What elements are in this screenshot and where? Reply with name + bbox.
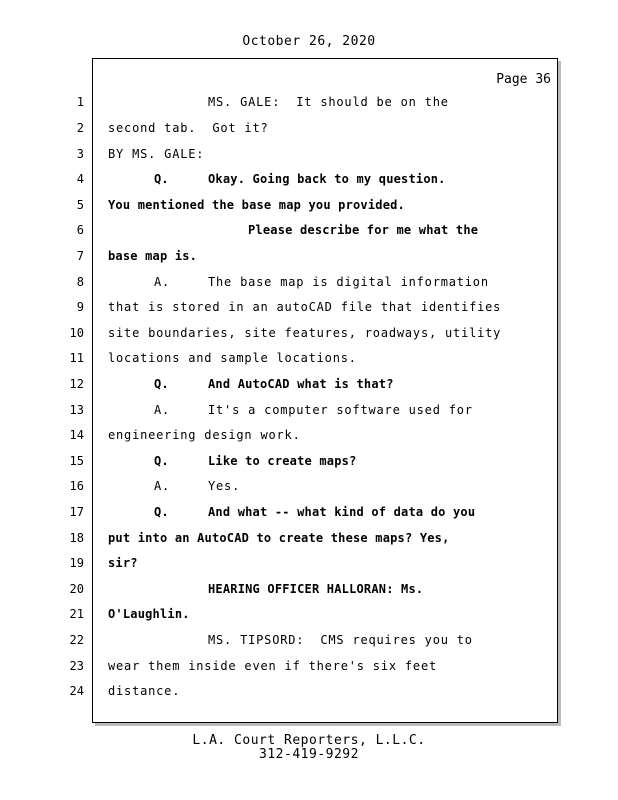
line-number: 4 (76, 172, 84, 186)
line-number: 2 (76, 121, 84, 135)
line-number: 11 (69, 351, 84, 365)
transcript-line: distance. (108, 684, 181, 698)
speaker-label: A. (154, 275, 171, 289)
line-number: 9 (76, 300, 84, 314)
line-number: 15 (69, 454, 84, 468)
transcript-line: that is stored in an autoCAD file that identifies (108, 300, 502, 314)
transcript-line: Please describe for me what the (248, 223, 479, 237)
transcript-line: put into an AutoCAD to create these maps? Yes, (108, 531, 450, 545)
line-number: 12 (69, 377, 84, 391)
transcript-line: Q. Like to create maps? (154, 454, 357, 468)
transcript-line: sir? (108, 556, 138, 570)
transcript-line: site boundaries, site features, roadways, utility (108, 326, 502, 340)
line-number: 21 (69, 607, 84, 621)
line-number: 1 (76, 95, 84, 109)
transcript-line: You mentioned the base map you provided. (108, 198, 405, 212)
transcript-line: MS. TIPSORD: CMS requires you to (208, 633, 473, 647)
transcript-line: A. Yes. (154, 479, 241, 493)
line-number: 16 (69, 479, 84, 493)
speaker-label: Q. (154, 172, 169, 186)
line-number: 6 (76, 223, 84, 237)
line-number: 17 (69, 505, 84, 519)
transcript-date: October 26, 2020 (242, 34, 376, 49)
page-number: Page 36 (496, 72, 551, 87)
speaker-label: Q. (154, 505, 169, 519)
line-number: 3 (76, 147, 84, 161)
transcript-line: engineering design work. (108, 428, 301, 442)
transcript-line: base map is. (108, 249, 198, 263)
transcript-line: wear them inside even if there's six feet (108, 659, 438, 673)
line-number: 20 (69, 582, 84, 596)
transcript-line: HEARING OFFICER HALLORAN: Ms. (208, 582, 424, 596)
footer-company: L.A. Court Reporters, L.L.C. (192, 733, 426, 748)
transcript-line: O'Laughlin. (108, 607, 190, 621)
speaker-label: A. (154, 403, 171, 417)
transcript-line: A. It's a computer software used for (154, 403, 473, 417)
footer-phone: 312-419-9292 (259, 747, 359, 762)
transcript-line: MS. GALE: It should be on the (208, 95, 449, 109)
transcript-line: locations and sample locations. (108, 351, 357, 365)
speaker-label: Q. (154, 454, 169, 468)
line-number: 13 (69, 403, 84, 417)
speaker-label: A. (154, 479, 171, 493)
line-number: 10 (69, 326, 84, 340)
line-number: 19 (69, 556, 84, 570)
line-number: 22 (69, 633, 84, 647)
transcript-line: Q. Okay. Going back to my question. (154, 172, 446, 186)
line-number: 14 (69, 428, 84, 442)
transcript-line: second tab. Got it? (108, 121, 269, 135)
transcript-line: A. The base map is digital information (154, 275, 489, 289)
line-number: 7 (76, 249, 84, 263)
line-number: 5 (76, 198, 84, 212)
line-number: 18 (69, 531, 84, 545)
line-number-column (0, 0, 88, 800)
transcript-line: Q. And what -- what kind of data do you (154, 505, 476, 519)
line-number: 23 (69, 659, 84, 673)
transcript-line: BY MS. GALE: (108, 147, 205, 161)
line-number: 24 (69, 684, 84, 698)
speaker-label: Q. (154, 377, 169, 391)
line-number: 8 (76, 275, 84, 289)
transcript-line: Q. And AutoCAD what is that? (154, 377, 394, 391)
